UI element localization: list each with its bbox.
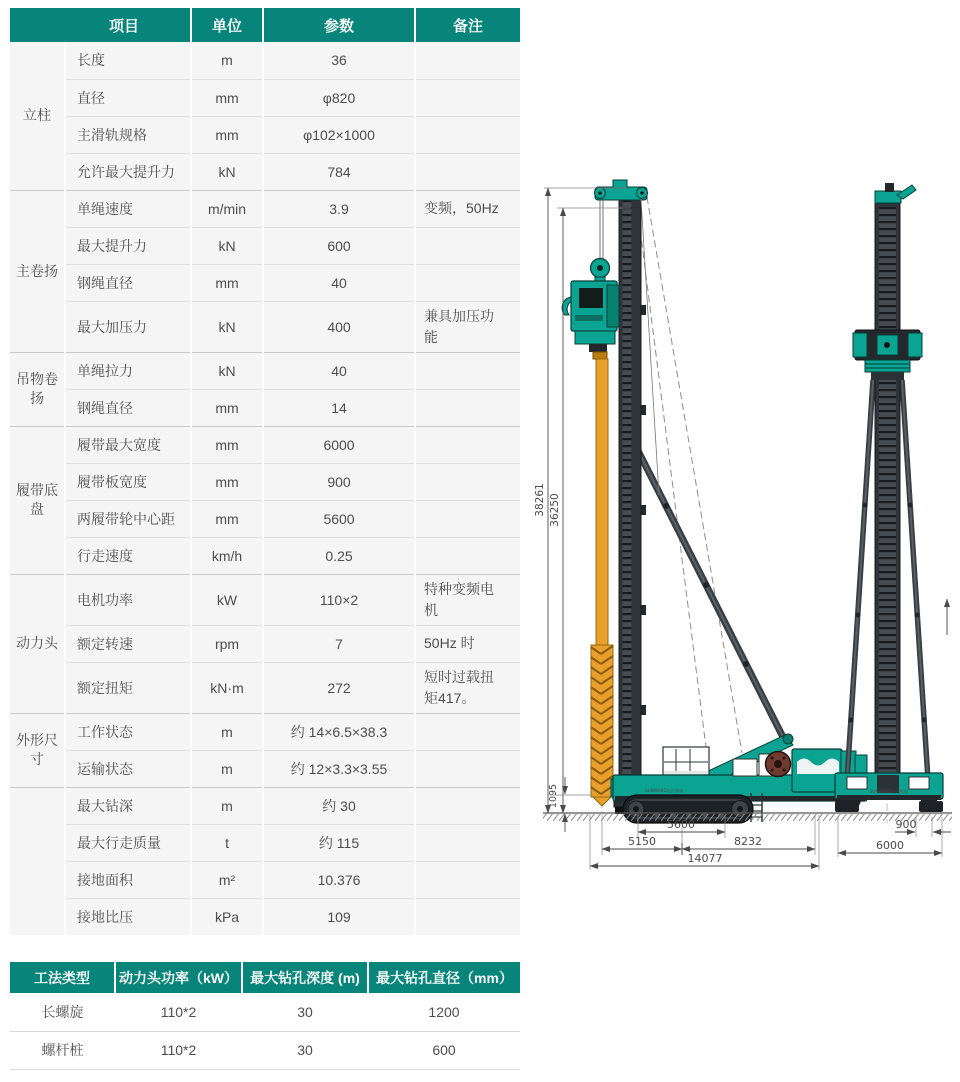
spec-remark bbox=[415, 153, 520, 190]
spec-row bbox=[10, 898, 520, 935]
spec-unit: km/h bbox=[191, 537, 263, 574]
ground-line bbox=[543, 813, 952, 821]
spec-unit: mm bbox=[191, 463, 263, 500]
dim-ground-clearance: 1095 bbox=[548, 783, 559, 809]
brand-logo-rear: SUNWARD山河智能 bbox=[869, 789, 909, 794]
spec-param: 约 12×3.3×3.55 bbox=[263, 750, 415, 787]
spec-row bbox=[10, 227, 520, 264]
spec-item: 单绳速度 bbox=[65, 190, 191, 227]
spec-unit: kN bbox=[191, 153, 263, 190]
spec-param: 6000 bbox=[263, 426, 415, 463]
spec-unit: m/min bbox=[191, 190, 263, 227]
spec-item: 两履带轮中心距 bbox=[65, 500, 191, 537]
spec-unit: kN bbox=[191, 301, 263, 352]
spec-param: 900 bbox=[263, 463, 415, 500]
spec-row bbox=[10, 625, 520, 662]
spec-param: 7 bbox=[263, 625, 415, 662]
method-cell: 110*2 bbox=[115, 1031, 242, 1069]
rear-power-head bbox=[853, 330, 922, 380]
spec-group-label: 立柱 bbox=[10, 42, 65, 190]
dim-track-width: 900 bbox=[895, 818, 917, 831]
spec-unit: kN·m bbox=[191, 662, 263, 713]
spec-row bbox=[10, 426, 520, 463]
spec-unit: mm bbox=[191, 79, 263, 116]
spec-param: 10.376 bbox=[263, 861, 415, 898]
spec-header-item: 项目 bbox=[10, 8, 191, 42]
spec-row bbox=[10, 574, 520, 625]
cab bbox=[663, 747, 709, 779]
method-header-power: 动力头功率（kW） bbox=[115, 962, 242, 993]
spec-group-label: 履带底盘 bbox=[10, 426, 65, 574]
spec-item: 额定转速 bbox=[65, 625, 191, 662]
spec-item: 接地面积 bbox=[65, 861, 191, 898]
mast-head bbox=[595, 180, 648, 200]
spec-unit: t bbox=[191, 824, 263, 861]
spec-row bbox=[10, 389, 520, 426]
dim-rear-length: 8232 bbox=[734, 835, 762, 848]
spec-item: 允许最大提升力 bbox=[65, 153, 191, 190]
spec-remark bbox=[415, 824, 520, 861]
dim-total-height: 38261 bbox=[535, 483, 546, 517]
spec-remark bbox=[415, 787, 520, 824]
spec-remark bbox=[415, 463, 520, 500]
spec-param: 3.9 bbox=[263, 190, 415, 227]
spec-row bbox=[10, 116, 520, 153]
spec-remark bbox=[415, 42, 520, 79]
spec-unit: rpm bbox=[191, 625, 263, 662]
spec-group-label: 外形尺寸 bbox=[10, 713, 65, 787]
spec-row bbox=[10, 662, 520, 713]
spec-header-param: 参数 bbox=[263, 8, 415, 42]
spec-row bbox=[10, 264, 520, 301]
spec-item: 主滑轨规格 bbox=[65, 116, 191, 153]
spec-row bbox=[10, 42, 520, 79]
spec-row bbox=[10, 861, 520, 898]
spec-param: φ102×1000 bbox=[263, 116, 415, 153]
spec-param: 272 bbox=[263, 662, 415, 713]
spec-remark bbox=[415, 500, 520, 537]
spec-item: 履带板宽度 bbox=[65, 463, 191, 500]
dim-total-length: 14077 bbox=[687, 852, 723, 865]
method-header-type: 工法类型 bbox=[10, 962, 115, 993]
spec-remark bbox=[415, 898, 520, 935]
spec-item: 行走速度 bbox=[65, 537, 191, 574]
support-strut bbox=[626, 427, 791, 748]
method-table bbox=[10, 962, 520, 1070]
spec-group-label bbox=[10, 787, 65, 935]
spec-remark bbox=[415, 537, 520, 574]
method-cell: 600 bbox=[368, 1031, 520, 1069]
spec-remark bbox=[415, 389, 520, 426]
method-cell: 螺杆桩 bbox=[10, 1031, 115, 1069]
dim-track-center: 5600 bbox=[667, 818, 695, 831]
spec-unit: m bbox=[191, 750, 263, 787]
spec-param: 0.25 bbox=[263, 537, 415, 574]
spec-table bbox=[10, 8, 520, 935]
spec-row bbox=[10, 787, 520, 824]
method-cell: 110*2 bbox=[115, 993, 242, 1031]
spec-group-label: 主卷扬 bbox=[10, 190, 65, 352]
spec-param: 400 bbox=[263, 301, 415, 352]
auger bbox=[591, 359, 613, 806]
spec-unit: m bbox=[191, 42, 263, 79]
spec-remark bbox=[415, 426, 520, 463]
spec-group-label: 吊物卷扬 bbox=[10, 352, 65, 426]
spec-param: 约 115 bbox=[263, 824, 415, 861]
spec-param: 40 bbox=[263, 352, 415, 389]
spec-row bbox=[10, 153, 520, 190]
power-head bbox=[562, 259, 619, 360]
spec-unit: mm bbox=[191, 389, 263, 426]
spec-row bbox=[10, 79, 520, 116]
spec-remark: 50Hz 时 bbox=[415, 625, 520, 662]
spec-param: 约 30 bbox=[263, 787, 415, 824]
spec-row bbox=[10, 463, 520, 500]
dim-front-length: 5150 bbox=[628, 835, 656, 848]
spec-header-remark: 备注 bbox=[415, 8, 520, 42]
spec-row bbox=[10, 824, 520, 861]
hoist-cable-3 bbox=[641, 199, 659, 495]
spec-row bbox=[10, 500, 520, 537]
side-view bbox=[562, 180, 867, 823]
method-cell: 30 bbox=[242, 1031, 368, 1069]
spec-remark: 兼具加压功能 bbox=[415, 301, 520, 352]
guy-line-2 bbox=[647, 197, 742, 753]
spec-unit: kN bbox=[191, 227, 263, 264]
method-header-row bbox=[10, 962, 520, 993]
spec-unit: kPa bbox=[191, 898, 263, 935]
spec-item: 接地比压 bbox=[65, 898, 191, 935]
spec-param: 784 bbox=[263, 153, 415, 190]
rear-view bbox=[835, 183, 947, 823]
method-row bbox=[10, 993, 520, 1031]
spec-remark bbox=[415, 116, 520, 153]
spec-item: 最大行走质量 bbox=[65, 824, 191, 861]
spec-item: 工作状态 bbox=[65, 713, 191, 750]
spec-param: 5600 bbox=[263, 500, 415, 537]
spec-param: 600 bbox=[263, 227, 415, 264]
method-cell: 30 bbox=[242, 993, 368, 1031]
spec-row bbox=[10, 352, 520, 389]
spec-unit: mm bbox=[191, 116, 263, 153]
spec-header-unit: 单位 bbox=[191, 8, 263, 42]
spec-remark: 变频，50Hz bbox=[415, 190, 520, 227]
rig-drawing-svg bbox=[535, 165, 960, 880]
spec-remark bbox=[415, 79, 520, 116]
spec-row bbox=[10, 750, 520, 787]
spec-row bbox=[10, 190, 520, 227]
method-header-depth: 最大钻孔深度 (m) bbox=[242, 962, 368, 993]
method-header-diameter: 最大钻孔直径（mm） bbox=[368, 962, 520, 993]
brand-logo-side: SUNWARD山河智能 bbox=[645, 788, 684, 793]
spec-item: 电机功率 bbox=[65, 574, 191, 625]
spec-item: 单绳拉力 bbox=[65, 352, 191, 389]
spec-param: 40 bbox=[263, 264, 415, 301]
spec-group-label: 动力头 bbox=[10, 574, 65, 713]
spec-unit: mm bbox=[191, 264, 263, 301]
spec-remark: 特种变频电机 bbox=[415, 574, 520, 625]
spec-param: 109 bbox=[263, 898, 415, 935]
spec-remark bbox=[415, 264, 520, 301]
spec-row bbox=[10, 301, 520, 352]
spec-item: 运输状态 bbox=[65, 750, 191, 787]
guy-line-1 bbox=[636, 197, 708, 763]
spec-header-row bbox=[10, 8, 520, 42]
spec-row bbox=[10, 537, 520, 574]
spec-row bbox=[10, 713, 520, 750]
spec-item: 最大提升力 bbox=[65, 227, 191, 264]
spec-remark bbox=[415, 352, 520, 389]
spec-remark bbox=[415, 750, 520, 787]
dim-mast-height: 36250 bbox=[549, 493, 561, 527]
spec-remark bbox=[415, 227, 520, 264]
spec-unit: m bbox=[191, 787, 263, 824]
spec-remark bbox=[415, 713, 520, 750]
method-cell: 1200 bbox=[368, 993, 520, 1031]
spec-unit: mm bbox=[191, 426, 263, 463]
spec-unit: m² bbox=[191, 861, 263, 898]
spec-item: 钢绳直径 bbox=[65, 389, 191, 426]
spec-param: 约 14×6.5×38.3 bbox=[263, 713, 415, 750]
spec-unit: kW bbox=[191, 574, 263, 625]
spec-item: 最大加压力 bbox=[65, 301, 191, 352]
method-row bbox=[10, 1031, 520, 1069]
spec-param: 36 bbox=[263, 42, 415, 79]
spec-unit: m bbox=[191, 713, 263, 750]
spec-item: 履带最大宽度 bbox=[65, 426, 191, 463]
spec-remark bbox=[415, 861, 520, 898]
rear-base bbox=[835, 773, 943, 812]
spec-remark: 短时过载扭矩417。 bbox=[415, 662, 520, 713]
spec-param: 14 bbox=[263, 389, 415, 426]
spec-param: φ820 bbox=[263, 79, 415, 116]
spec-item: 直径 bbox=[65, 79, 191, 116]
dim-overall-width: 6000 bbox=[876, 839, 904, 852]
spec-item: 长度 bbox=[65, 42, 191, 79]
spec-unit: mm bbox=[191, 500, 263, 537]
spec-item: 额定扭矩 bbox=[65, 662, 191, 713]
method-cell: 长螺旋 bbox=[10, 993, 115, 1031]
technical-drawing bbox=[535, 165, 960, 880]
spec-param: 110×2 bbox=[263, 574, 415, 625]
spec-unit: kN bbox=[191, 352, 263, 389]
spec-item: 钢绳直径 bbox=[65, 264, 191, 301]
spec-item: 最大钻深 bbox=[65, 787, 191, 824]
